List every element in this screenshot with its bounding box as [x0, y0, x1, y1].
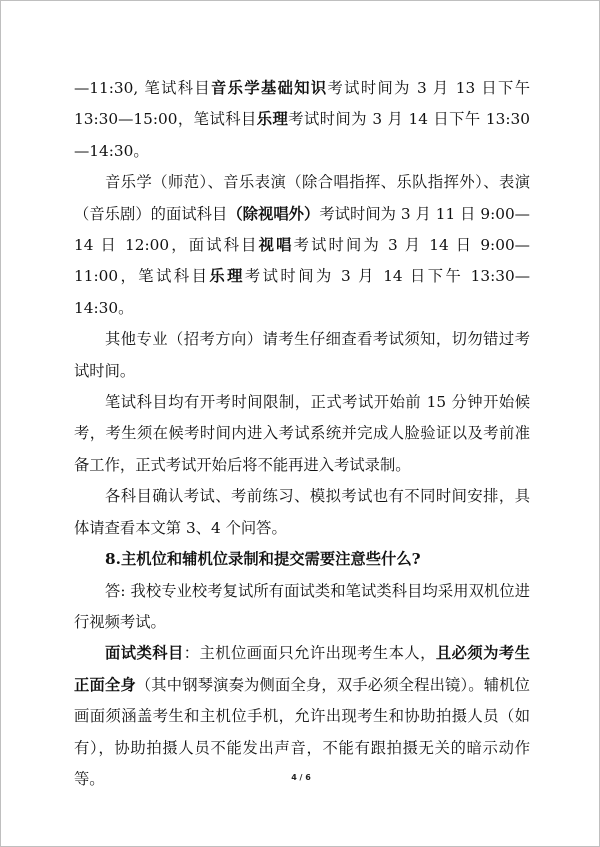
- bold-text-yueli: 乐理: [209, 267, 245, 286]
- bold-text-interview-subjects: 面试类科目: [105, 644, 184, 663]
- section-heading: 8.主机位和辅机位录制和提交需要注意些什么?: [105, 550, 421, 569]
- bold-text-except-sight-singing: （除视唱外）: [227, 204, 320, 223]
- text-span: 考试时间为 3 月 13 日下午 13:30—15:00，笔试科目: [74, 79, 530, 129]
- text-span: 音乐学（师范）、音乐表演（除合唱指挥、乐队指挥外）、表演（音乐剧）的面试科目: [74, 173, 530, 223]
- document-body: [74, 73, 530, 795]
- text-span: 考试时间为 3 月 14 日 9:00—11:00，笔试科目: [74, 236, 530, 286]
- bold-text-sight-singing: 视唱: [258, 236, 294, 255]
- bold-text-music-basics: 音乐学基础知识: [211, 79, 328, 97]
- bold-text-full-body-front: 且必须为考生正面全身: [74, 644, 530, 694]
- paragraph-exam-schedule-performance: [74, 167, 530, 324]
- text-span: 考试时间为 3 月 14 日下午 13:30—14:30。: [74, 267, 530, 317]
- text-span: —11:30, 笔试科目: [74, 79, 212, 97]
- text-span: （其中钢琴演奏为侧面全身，双手必须全程出镜）。辅机位画面须涵盖考生和主机位手机，允许出现考生和协助拍摄人员（如有），协助拍摄人员不能发出声音，不能有跟拍摄无关的暗示动作等。: [74, 675, 530, 788]
- paragraph-answer-dual-camera: 答: 我校专业校考复试所有面试类和笔试类科目均采用双机位进行视频考试。: [74, 581, 530, 631]
- page-number: 4 / 6: [291, 773, 311, 782]
- text-span: 考试时间为 3 月 14 日下午 13:30—14:30。: [74, 110, 531, 160]
- paragraph-practice-schedule: 各科目确认考试、考前练习、模拟考试也有不同时间安排，具体请查看本文第 3、4 个问答。: [74, 487, 530, 537]
- bold-text-yueli: 乐理: [256, 110, 289, 129]
- text-span: 考试时间为 3 月 11 日 9:00—14 日 12:00，面试科目: [74, 204, 530, 255]
- paragraph-exam-schedule-music-theory: [74, 73, 530, 167]
- paragraph-written-exam-rules: 笔试科目均有开考时间限制，正式考试开始前 15 分钟开始候考，考生须在候考时间内进入考试系统并完成人脸验证以及考前准备工作，正式考试开始后将不能再进入考试录制。: [74, 393, 530, 474]
- paragraph-interview-camera-rules: [74, 638, 530, 795]
- paragraph-other-majors: 其他专业（招考方向）请考生仔细查看考试须知，切勿错过考试时间。: [74, 330, 530, 380]
- text-span: ：主机位画面只允许出现考生本人，: [183, 644, 436, 663]
